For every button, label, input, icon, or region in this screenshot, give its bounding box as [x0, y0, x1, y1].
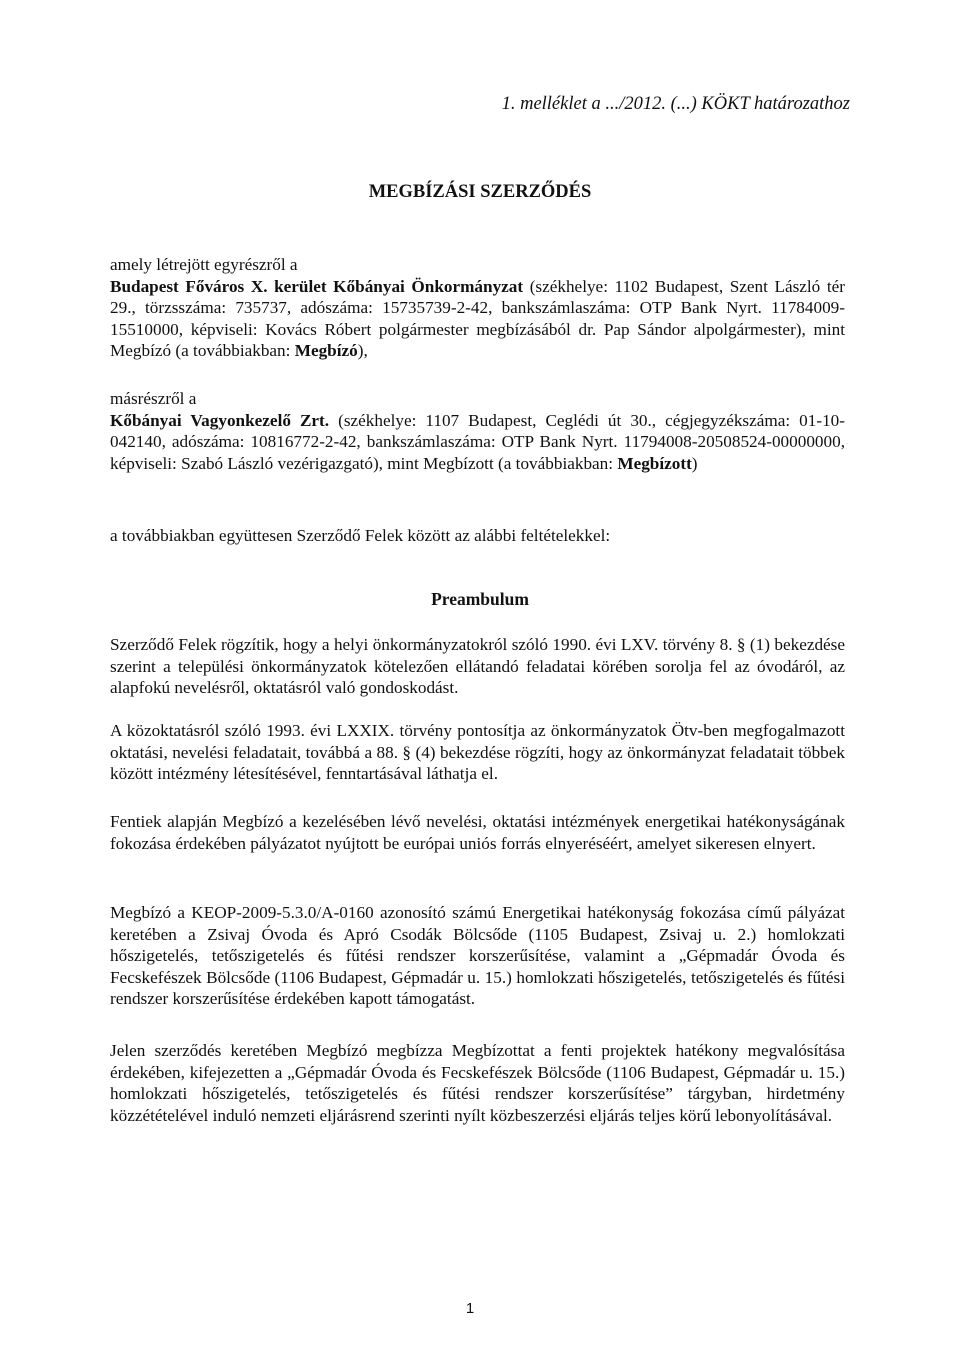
party2-block — [110, 388, 845, 474]
intro-line: amely létrejött egyrészről a — [110, 255, 298, 274]
preamble-paragraph-5: Jelen szerződés keretében Megbízó megbízza Megbízottat a fenti projektek hatékony megvalósítása érdekében, kifejezetten a „Gépmadár Óvoda és Fecskefészek Bölcsőde (1106 Budapest, Gépmadár u. 15.) homlokzati hőszigetelés, tetőszigetelés és fűtési rendszer korszerűsítése” tárgyban, hirdetmény közzétételével induló nemzeti eljárásrend szerinti nyílt közbeszerzési eljárás teljes körű lebonyolításával. — [110, 1041, 845, 1125]
party2-close: ) — [691, 453, 698, 473]
preamble-paragraph-1: Szerződő Felek rögzítik, hogy a helyi önkormányzatokról szóló 1990. évi LXV. törvény 8. § (1) bekezdése szerint a települési önkormányzatok kötelezően ellátandó feladatai körében sorolja fel az óvodáról, az alapfokú nevelésről, oktatásról való gondoskodást. — [110, 635, 845, 697]
party1-name: Budapest Főváros X. kerület Kőbányai Önkormányzat — [110, 276, 524, 296]
party1-text — [110, 276, 845, 362]
party1-close: ), — [357, 341, 368, 360]
other-party-intro: másrészről a — [110, 389, 197, 408]
party1-alias: Megbízó — [294, 341, 358, 360]
preamble-paragraph-4: Megbízó a KEOP-2009-5.3.0/A-0160 azonosító számú Energetikai hatékonyság fokozása című pályázat keretében a Zsivaj Óvoda és Apró Csodák Bölcsőde (1105 Budapest, Zsivaj u. 2.) homlokzati hőszigetelés, tetőszigetelés és fűtési rendszer korszerűsítése, valamint a „Gépmadár Óvoda és Fecskefészek Bölcsőde (1106 Budapest, Gépmadár u. 15.) homlokzati hőszigetelés, tetőszigetelés és fűtési rendszer korszerűsítése érdekében kapott támogatást. — [110, 903, 845, 1008]
party2-alias: Megbízott — [617, 453, 692, 473]
together-line: a továbbiakban együttesen Szerződő Felek között az alábbi feltételekkel: — [110, 526, 611, 545]
page-number: 1 — [465, 1300, 475, 1317]
annex-header: 1. melléklet a .../2012. (...) KÖKT határozathoz — [501, 94, 850, 114]
preamble-title: Preambulum — [431, 589, 529, 609]
party2-text — [110, 410, 845, 475]
preamble-paragraph-2: A közoktatásról szóló 1993. évi LXXIX. törvény pontosítja az önkormányzatok Ötv-ben megfogalmazott oktatási, nevelési feladatait, továbbá a 88. § (4) bekezdése rögzíti, hogy az önkormányzat feladatait többek között intézmény létesítésével, fenntartásával láthatja el. — [110, 721, 845, 783]
party2-name: Kőbányai Vagyonkezelő Zrt. — [110, 410, 330, 430]
party1-block — [110, 254, 845, 362]
preamble-paragraph-3: Fentiek alapján Megbízó a kezelésében lévő nevelési, oktatási intézmények energetikai hatékonyságának fokozása érdekében pályázatot nyújtott be európai uniós forrás elnyeréséért, amelyet sikeresen elnyert. — [110, 812, 845, 853]
party1-details: (székhelye: 1102 Budapest, Szent László tér 29., törzsszáma: 735737, adószáma: 15735739-2-42, bankszámlaszáma: OTP Bank Nyrt. 11784009-15510000, képviseli: Kovács Róbert polgármester megbízásából dr. Pap Sándor alpolgármester), mint Megbízó (a továbbiakban: — [110, 276, 845, 360]
contract-title: MEGBÍZÁSI SZERZŐDÉS — [368, 182, 592, 202]
party2-details: (székhelye: 1107 Budapest, Ceglédi út 30., cégjegyzékszáma: 01-10-042140, adószáma: 10816772-2-42, bankszámlaszáma: OTP Bank Nyrt. 11794008-20508524-00000000, képviseli: Szabó László vezérigazgató), mint Megbízott (a továbbiakban: — [110, 410, 845, 473]
